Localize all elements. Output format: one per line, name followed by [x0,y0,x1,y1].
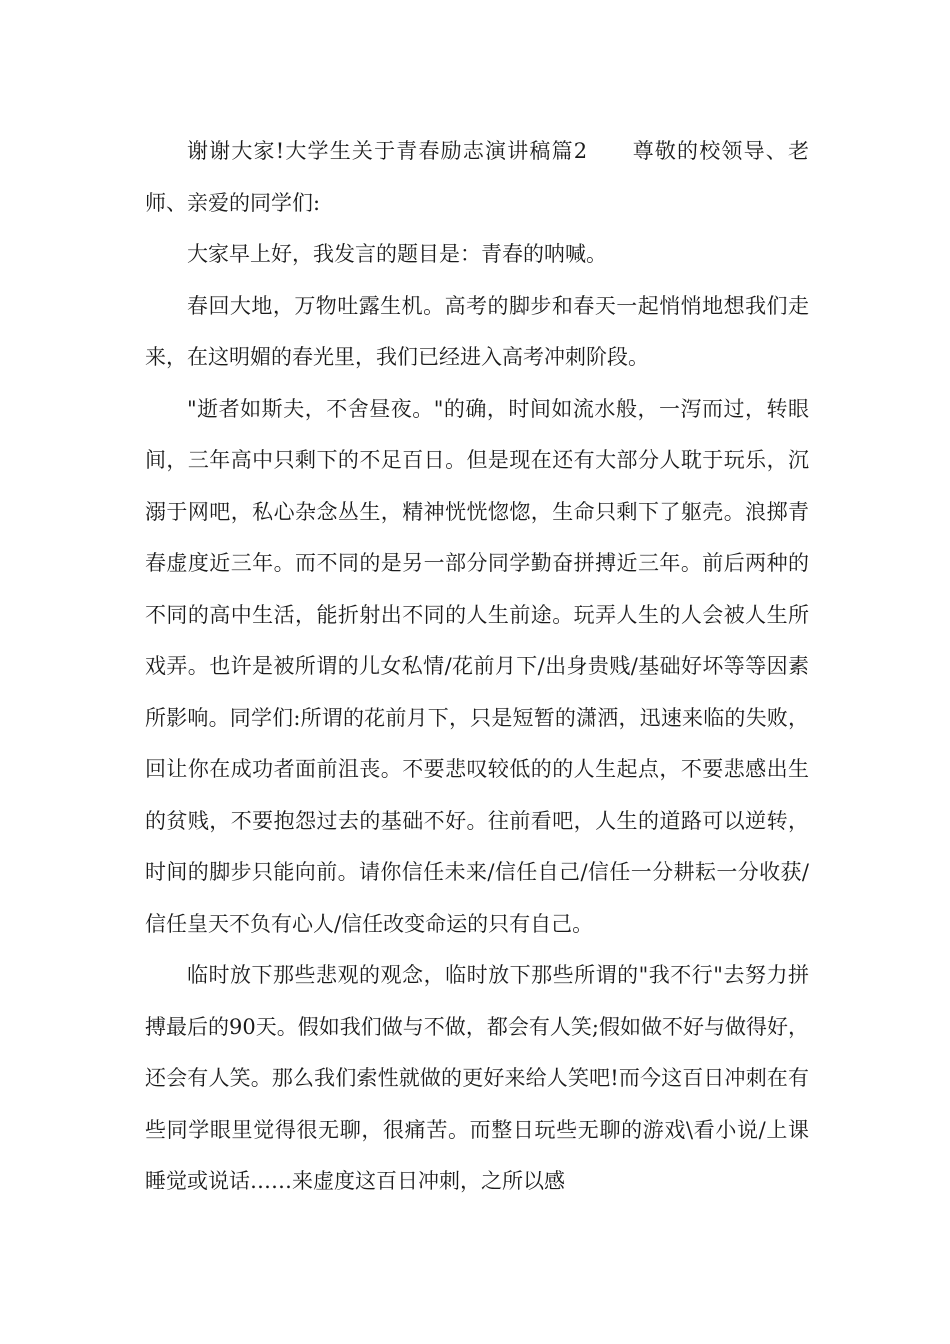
paragraph-spring: 春回大地，万物吐露生机。高考的脚步和春天一起悄悄地想我们走来，在这明媚的春光里，我们已经进入高考冲刺阶段。 [145,293,809,369]
paragraph-title-and-greeting: 谢谢大家!大学生关于青春励志演讲稿篇2 尊敬的校领导、老师、亲爱的同学们: [145,139,809,215]
paragraph-time-passing: "逝者如斯夫，不舍昼夜。"的确，时间如流水般，一泻而过，转眼间，三年高中只剩下的不足百日。但是现在还有大部分人耽于玩乐，沉溺于网吧，私心杂念丛生，精神恍恍惚惚，生命只剩下了躯壳。浪掷青春虚度近三年。而不同的是另一部分同学勤奋拼搏近三年。前后两种的不同的高中生活，能折射出不同的人生前途。玩弄人生的人会被人生所戏弄。也许是被所谓的儿女私情/花前月下/出身贵贱/基础好坏等等因素所影响。同学们:所谓的花前月下，只是短暂的潇洒，迅速来临的失败，回让你在成功者面前沮丧。不要悲叹较低的的人生起点，不要悲感出生的贫贱，不要抱怨过去的基础不好。往前看吧，人生的道路可以逆转，时间的脚步只能向前。请你信任未来/信任自己/信任一分耕耘一分收获/信任皇天不负有心人/信任改变命运的只有自己。 [145,396,809,936]
speech-text-body [145,126,809,1208]
paragraph-opening: 大家早上好，我发言的题目是：青春的呐喊。 [187,242,607,266]
paragraph-ninety-days: 临时放下那些悲观的观念，临时放下那些所谓的"我不行"去努力拼搏最后的90天。假如我们做与不做，都会有人笑;假如做不好与做得好，还会有人笑。那么我们索性就做的更好来给人笑吧!而今这百日冲刺在有些同学眼里觉得很无聊，很痛苦。而整日玩些无聊的游戏\看小说/上课睡觉或说话……来虚度这百日冲刺，之所以感 [145,963,809,1193]
